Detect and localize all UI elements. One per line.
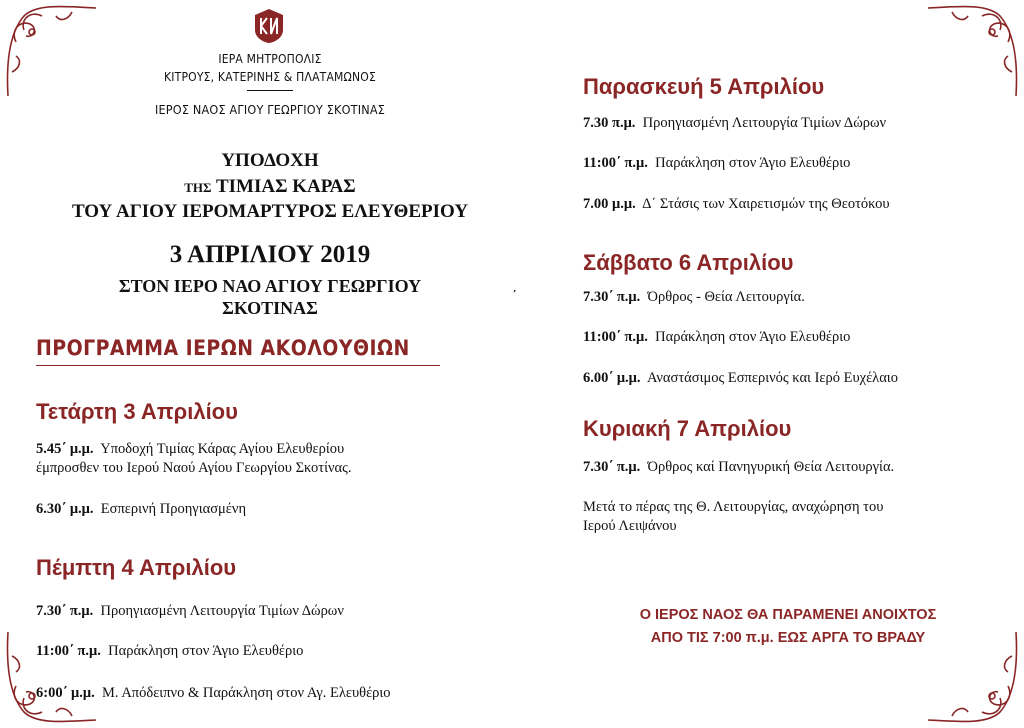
- schedule-entry: [583, 114, 886, 133]
- entry-time: 7.30 π.μ.: [583, 115, 636, 131]
- schedule-entry: [583, 288, 805, 307]
- entry-time: 7.30΄ π.μ.: [36, 603, 94, 619]
- metropolis-logo-icon: [252, 8, 286, 44]
- stray-mark: ΄: [512, 288, 518, 305]
- schedule-entry: [583, 369, 898, 388]
- entry-text: Αναστάσιμος Εσπερινός και Ιερό Ευχέλαιο: [646, 370, 898, 386]
- schedule-entry: [36, 500, 246, 519]
- title-line3: ΤΟΥ ΑΓΙΟΥ ΙΕΡΟΜΑΡΤΥΡΟΣ ΕΛΕΥΘΕΡΙΟΥ: [71, 201, 469, 222]
- entry-text: Παράκληση στον Άγιο Ελευθέριο: [108, 643, 304, 659]
- entry-text: Δ΄ Στάσις των Χαιρετισμών της Θεοτόκου: [642, 196, 890, 212]
- ornament-corner-icon: [922, 2, 1022, 102]
- entry-text: Υποδοχή Τιμίας Κάρας Αγίου Ελευθερίου: [100, 441, 345, 457]
- schedule-entry: [583, 154, 850, 173]
- entry-time: 11:00΄ π.μ.: [583, 329, 648, 345]
- church-name: ΙΕΡΟΣ ΝΑΟΣ ΑΓΙΟΥ ΓΕΩΡΓΙΟΥ ΣΚΟΤΙΝΑΣ: [154, 102, 386, 117]
- program-title-underline: [36, 365, 440, 366]
- metropolis-name-line1: ΙΕΡΑ ΜΗΤΡΟΠΟΛΙΣ: [218, 52, 322, 66]
- schedule-entry: [36, 602, 344, 621]
- entry-time: 7.00 μ.μ.: [583, 196, 636, 212]
- ornament-corner-icon: [2, 626, 102, 726]
- schedule-entry: [36, 684, 391, 703]
- day-title-sunday: Κυριακή 7 Απριλίου: [583, 416, 792, 441]
- day-title-thursday: Πέμπτη 4 Απριλίου: [36, 555, 237, 580]
- closing-notice-line1: Ο ΙΕΡΟΣ ΝΑΟΣ ΘΑ ΠΑΡΑΜΕΝΕΙ ΑΝΟΙΧΤΟΣ: [639, 607, 937, 623]
- entry-text: Εσπερινή Προηγιασμένη: [100, 501, 247, 517]
- closing-notice-line2: ΑΠΟ ΤΙΣ 7:00 π.μ. ΕΩΣ ΑΡΓΑ ΤΟ ΒΡΑΔΥ: [650, 630, 926, 646]
- day-title-saturday: Σάββατο 6 Απριλίου: [583, 250, 794, 275]
- entry-text: Όρθρος - Θεία Λειτουργία.: [647, 289, 805, 305]
- day-title-wednesday: Τετάρτη 3 Απριλίου: [36, 399, 238, 424]
- divider: [247, 90, 293, 91]
- entry-time: 11:00΄ π.μ.: [36, 643, 101, 659]
- schedule-entry: [36, 440, 352, 478]
- entry-text: Μ. Απόδειπνο & Παράκληση στον Αγ. Ελευθέριο: [101, 685, 391, 701]
- schedule-entry: [583, 498, 883, 536]
- entry-time: 6.00΄ μ.μ.: [583, 370, 641, 386]
- entry-time: 7.30΄ π.μ.: [583, 459, 641, 475]
- entry-time: 11:00΄ π.μ.: [583, 155, 648, 171]
- entry-text-cont: έμπροσθεν του Ιερού Ναού Αγίου Γεωργίου Σκοτίνας.: [36, 460, 352, 476]
- entry-text: Προηγιασμένη Λειτουργία Τιμίων Δώρων: [642, 115, 887, 131]
- entry-time: 6:00΄ μ.μ.: [36, 685, 95, 701]
- entry-time: 5.45΄ μ.μ.: [36, 441, 94, 457]
- day-title-friday: Παρασκευή 5 Απριλίου: [583, 74, 825, 99]
- entry-text: Όρθρος καί Πανηγυρική Θεία Λειτουργία.: [647, 459, 895, 475]
- entry-time: 6.30΄ μ.μ.: [36, 501, 94, 517]
- title-line2-prefix: ΤΗΣ: [184, 180, 212, 195]
- schedule-entry: [36, 642, 303, 661]
- entry-text: Μετά το πέρας της Θ. Λειτουργίας, αναχώρηση του: [583, 499, 884, 515]
- schedule-entry: [583, 328, 850, 347]
- metropolis-name-line2: ΚΙΤΡΟΥΣ, ΚΑΤΕΡΙΝΗΣ & ΠΛΑΤΑΜΩΝΟΣ: [164, 70, 376, 84]
- event-place-line2: ΣΚΟΤΙΝΑΣ: [222, 298, 318, 318]
- program-title: ΠΡΟΓΡΑΜΜΑ ΙΕΡΩΝ ΑΚΟΛΟΥΘΙΩΝ: [36, 336, 410, 360]
- entry-text: Παράκληση στον Άγιο Ελευθέριο: [655, 329, 851, 345]
- entry-text: Παράκληση στον Άγιο Ελευθέριο: [655, 155, 851, 171]
- schedule-entry: [583, 458, 894, 477]
- schedule-entry: [583, 195, 890, 214]
- title-line1: ΥΠΟΔΟΧΗ: [221, 150, 319, 171]
- title-line2-main: ΤΙΜΙΑΣ ΚΑΡΑΣ: [215, 176, 356, 197]
- entry-text: Προηγιασμένη Λειτουργία Τιμίων Δώρων: [100, 603, 344, 619]
- event-date: 3 ΑΠΡΙΛΙΟΥ 2019: [169, 241, 371, 268]
- event-place-line1: ΣΤΟΝ ΙΕΡΟ ΝΑΟ ΑΓΙΟΥ ΓΕΩΡΓΙΟΥ: [118, 276, 422, 296]
- entry-time: 7.30΄ π.μ.: [583, 289, 641, 305]
- entry-text-cont: Ιερού Λειψάνου: [583, 518, 677, 534]
- title-line2: [30, 176, 510, 198]
